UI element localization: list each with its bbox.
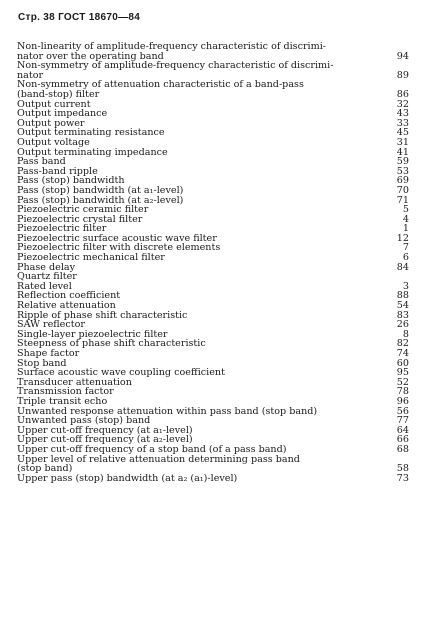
entry-term: Piezoelectric filter with discrete elements — [17, 242, 221, 254]
entry-page-number: 1 — [402, 223, 409, 235]
entry-page-number: 31 — [396, 136, 409, 148]
entry-page-number: 84 — [396, 261, 409, 273]
entry-page-number: 86 — [396, 88, 409, 100]
entry-term: Piezoelectric crystal filter — [17, 213, 143, 225]
entry-term: SAW reflector — [17, 319, 85, 331]
entry-page-number: 43 — [396, 108, 409, 120]
page-header: Стр. 38 ГОСТ 18670—84 — [18, 12, 141, 23]
entry-term: Unwanted pass (stop) band — [17, 415, 151, 427]
entry-term: Non-linearity of amplitude-frequency characteristic of discrimi- — [17, 41, 327, 52]
entry-term: Upper pass (stop) bandwidth (at a₂ (a₁)-level) — [17, 472, 238, 484]
entry-page-number: 88 — [396, 290, 409, 302]
entry-term: (band-stop) filter — [17, 88, 100, 100]
entry-page-number: 52 — [396, 376, 409, 388]
entry-term: Upper cut-off frequency (at a₂-level) — [17, 434, 193, 446]
index-entry — [17, 455, 409, 465]
entry-page-number: 82 — [396, 338, 409, 350]
entry-term: Piezoelectric filter — [17, 223, 107, 235]
entry-term: Output power — [17, 117, 85, 129]
entry-term: Non-symmetry of attenuation characteristic of a band-pass — [17, 79, 304, 91]
entry-term: Pass (stop) bandwidth (at a₂-level) — [17, 194, 184, 206]
entry-term: Shape factor — [17, 348, 80, 359]
entry-term: Upper level of relative attenuation determining pass band — [17, 453, 300, 465]
entry-page-number: 58 — [396, 463, 409, 475]
index-entry — [17, 349, 409, 359]
entry-term: Pass (stop) bandwidth (at a₁-level) — [17, 184, 184, 196]
entry-page-number: 71 — [396, 194, 409, 206]
entry-page-number: 41 — [396, 146, 409, 158]
entry-term: Output terminating resistance — [17, 127, 165, 139]
entry-term: nator — [17, 69, 44, 81]
index-entry — [17, 148, 409, 158]
entry-page-number: 4 — [402, 213, 409, 225]
entry-page-number: 56 — [396, 405, 409, 417]
entry-term: Unwanted response attenuation within pass band (stop band) — [17, 405, 318, 417]
entry-page-number: 66 — [396, 434, 409, 446]
entry-page-number: 33 — [396, 117, 409, 129]
index-entry — [17, 61, 409, 71]
entry-term: Triple transit echo — [17, 395, 108, 407]
entry-term: Single-layer piezoelectric filter — [17, 328, 168, 340]
entry-page-number: 69 — [396, 175, 409, 187]
entry-page-number: 83 — [396, 309, 409, 321]
entry-term: Reflection coefficient — [17, 290, 121, 302]
entry-page-number: 94 — [396, 50, 409, 62]
entry-term: Transducer attenuation — [17, 376, 132, 388]
entry-term: Piezoelectric mechanical filter — [17, 252, 165, 264]
entry-term: Relative attenuation — [17, 300, 116, 312]
entry-term: (stop band) — [17, 463, 73, 475]
entry-page-number: 78 — [396, 386, 409, 398]
entry-term: Rated level — [17, 280, 72, 292]
entry-page-number: 54 — [396, 300, 409, 312]
entry-page-number: 45 — [396, 127, 409, 139]
entry-page-number: 53 — [396, 165, 409, 177]
entry-term: Transmission factor — [17, 386, 114, 398]
term-index — [17, 42, 409, 483]
entry-page-number: 95 — [396, 367, 409, 379]
entry-page-number: 12 — [396, 232, 409, 244]
entry-page-number: 8 — [402, 328, 409, 340]
entry-term: Steepness of phase shift characteristic — [17, 338, 206, 350]
entry-page-number: 59 — [396, 156, 409, 168]
entry-term: Output voltage — [17, 136, 90, 148]
entry-page-number: 26 — [396, 319, 409, 331]
entry-term: Non-symmetry of amplitude-frequency characteristic of discrimi- — [17, 60, 334, 72]
entry-term: nator over the operating band — [17, 50, 164, 62]
entry-page-number: 6 — [402, 252, 409, 264]
entry-page-number: 60 — [396, 357, 409, 369]
entry-page-number: 74 — [396, 348, 409, 359]
entry-term: Upper cut-off frequency (at a₁-level) — [17, 424, 193, 436]
entry-page-number: 3 — [402, 280, 409, 292]
entry-term: Output current — [17, 98, 91, 110]
entry-term: Output impedance — [17, 108, 108, 120]
entry-term: Stop band — [17, 357, 67, 369]
entry-page-number: 96 — [396, 395, 409, 407]
entry-term: Ripple of phase shift characteristic — [17, 309, 188, 321]
entry-page-number: 64 — [396, 424, 409, 436]
entry-term: Phase delay — [17, 261, 76, 273]
index-entry — [17, 272, 409, 282]
entry-term: Upper cut-off frequency of a stop band (of a pass band) — [17, 443, 287, 455]
entry-page-number: 77 — [396, 415, 409, 427]
entry-term: Pass (stop) bandwidth — [17, 175, 125, 187]
entry-page-number: 70 — [396, 184, 409, 196]
index-entry — [17, 253, 409, 263]
entry-page-number: 73 — [396, 472, 409, 484]
entry-page-number: 7 — [402, 242, 409, 254]
entry-term: Piezoelectric surface acoustic wave filter — [17, 232, 217, 244]
entry-term: Pass band — [17, 156, 66, 168]
entry-term: Pass-band ripple — [17, 165, 98, 177]
entry-page-number: 32 — [396, 98, 409, 110]
entry-page-number: 89 — [396, 69, 409, 81]
index-entry — [17, 474, 409, 484]
entry-term: Quartz filter — [17, 271, 77, 283]
entry-term: Surface acoustic wave coupling coefficient — [17, 367, 225, 379]
entry-term: Output terminating impedance — [17, 146, 168, 158]
entry-page-number: 5 — [402, 204, 409, 216]
entry-page-number: 68 — [396, 443, 409, 455]
entry-term: Piezoelectric ceramic filter — [17, 204, 149, 216]
